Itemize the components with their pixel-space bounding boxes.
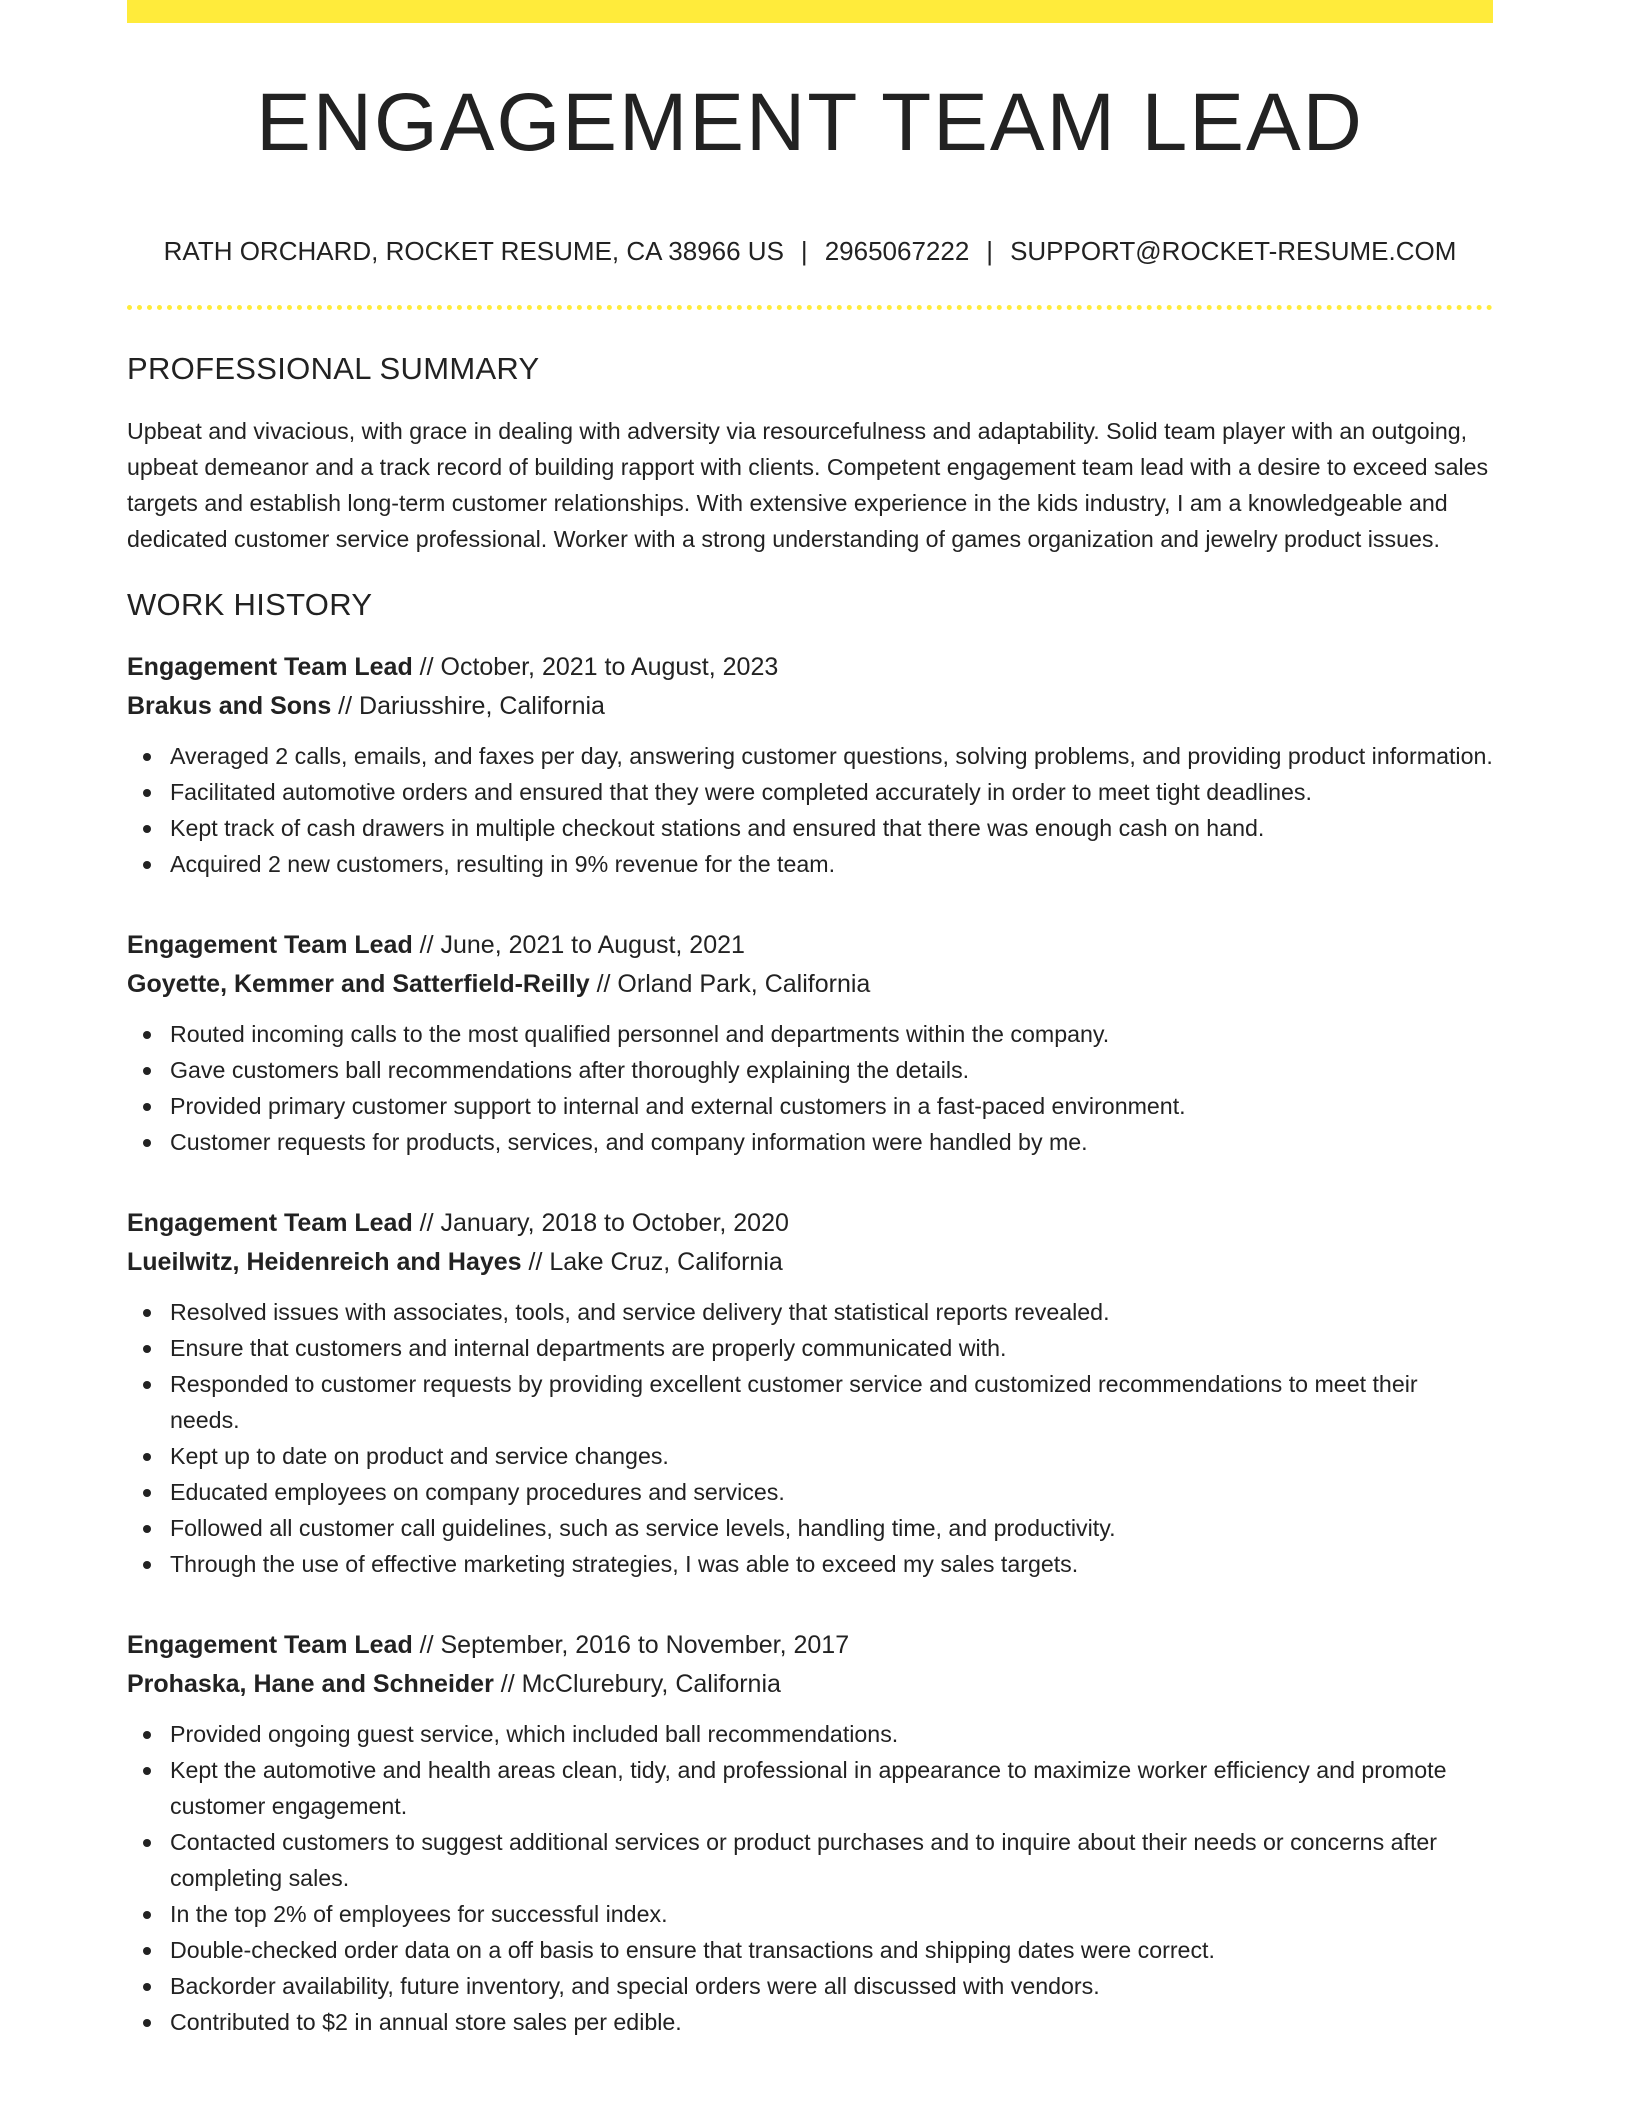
contact-email: SUPPORT@ROCKET-RESUME.COM (1010, 236, 1457, 266)
resume-name: ENGAGEMENT TEAM LEAD (256, 77, 1364, 168)
job-entry (127, 1204, 1493, 1582)
job-bullet: Kept the automotive and health areas clean, tidy, and professional in appearance to maximize worker efficiency and promote customer engagement. (170, 1752, 1493, 1824)
job-bullet: Provided primary customer support to internal and external customers in a fast-paced environment. (170, 1088, 1493, 1124)
job-bullet: Contacted customers to suggest additional services or product purchases and to inquire about their needs or concerns after completing sales. (170, 1824, 1493, 1896)
job-bullet: Ensure that customers and internal departments are properly communicated with. (170, 1330, 1493, 1366)
job-bullet: Double-checked order data on a off basis to ensure that transactions and shipping dates were correct. (170, 1932, 1493, 1968)
job-bullet: Responded to customer requests by providing excellent customer service and customized recommendations to meet their needs. (170, 1366, 1493, 1438)
job-bullet: Through the use of effective marketing strategies, I was able to exceed my sales targets. (170, 1546, 1493, 1582)
job-company: Lueilwitz, Heidenreich and Hayes (127, 1248, 522, 1277)
job-bullet: Resolved issues with associates, tools, and service delivery that statistical reports revealed. (170, 1294, 1493, 1330)
job-bullet: In the top 2% of employees for successful index. (170, 1896, 1493, 1932)
job-company-line (127, 1665, 1493, 1704)
contact-separator: | (986, 236, 994, 266)
summary-section (127, 350, 1493, 557)
job-entry (127, 926, 1493, 1160)
job-bullets (127, 738, 1493, 882)
job-bullet: Customer requests for products, services, and company information were handled by me. (170, 1124, 1493, 1160)
job-bullet: Contributed to $2 in annual store sales per edible. (170, 2004, 1493, 2040)
job-bullet: Kept track of cash drawers in multiple checkout stations and ensured that there was enough cash on hand. (170, 810, 1493, 846)
job-bullet: Routed incoming calls to the most qualified personnel and departments within the company. (170, 1016, 1493, 1052)
job-company-line (127, 965, 1493, 1004)
job-location: // Lake Cruz, California (521, 1248, 783, 1277)
summary-heading: PROFESSIONAL SUMMARY (127, 351, 540, 386)
job-company: Brakus and Sons (127, 692, 332, 721)
job-title: Engagement Team Lead (127, 931, 413, 960)
job-company-line (127, 1243, 1493, 1282)
work-history-heading: WORK HISTORY (127, 587, 373, 623)
job-location: // Dariusshire, California (331, 692, 605, 721)
job-location: // McClurebury, California (493, 1670, 781, 1699)
job-bullet: Gave customers ball recommendations after thoroughly explaining the details. (170, 1052, 1493, 1088)
top-accent-bar (127, 0, 1493, 23)
contact-phone: 2965067222 (824, 236, 970, 266)
job-title-line (127, 1204, 1493, 1243)
job-title: Engagement Team Lead (127, 653, 413, 682)
header-divider (127, 305, 1493, 310)
job-bullet: Backorder availability, future inventory, and special orders were all discussed with vendors. (170, 1968, 1493, 2004)
job-location: // Orland Park, California (589, 970, 871, 999)
job-title-line (127, 1626, 1493, 1665)
job-title: Engagement Team Lead (127, 1631, 413, 1660)
job-bullet: Kept up to date on product and service changes. (170, 1438, 1493, 1474)
job-bullets (127, 1716, 1493, 2040)
job-bullet: Provided ongoing guest service, which included ball recommendations. (170, 1716, 1493, 1752)
job-bullet: Educated employees on company procedures and services. (170, 1474, 1493, 1510)
job-entry (127, 648, 1493, 882)
job-bullet: Followed all customer call guidelines, such as service levels, handling time, and productivity. (170, 1510, 1493, 1546)
job-dates: // January, 2018 to October, 2020 (412, 1209, 789, 1238)
job-title-line (127, 926, 1493, 965)
job-company: Goyette, Kemmer and Satterfield-Reilly (127, 970, 590, 999)
job-bullet: Averaged 2 calls, emails, and faxes per day, answering customer questions, solving problems, and providing product information. (170, 738, 1493, 774)
job-company: Prohaska, Hane and Schneider (127, 1670, 494, 1699)
resume-content (127, 350, 1493, 2040)
job-title-line (127, 648, 1493, 687)
job-dates: // June, 2021 to August, 2021 (412, 931, 745, 960)
job-bullet: Facilitated automotive orders and ensured that they were completed accurately in order to meet tight deadlines. (170, 774, 1493, 810)
contact-address: RATH ORCHARD, ROCKET RESUME, CA 38966 US (163, 236, 784, 266)
job-title: Engagement Team Lead (127, 1209, 413, 1238)
job-bullet: Acquired 2 new customers, resulting in 9% revenue for the team. (170, 846, 1493, 882)
contact-line (127, 238, 1493, 264)
job-dates: // October, 2021 to August, 2023 (412, 653, 779, 682)
job-dates: // September, 2016 to November, 2017 (412, 1631, 850, 1660)
job-bullets (127, 1016, 1493, 1160)
summary-text: Upbeat and vivacious, with grace in dealing with adversity via resourcefulness and adaptability. Solid team player with an outgoing, upbeat demeanor and a track record of building rapport with clients. Competent engagement team lead with a desire to exceed sales targets and establish long-term customer relationships. With extensive experience in the kids industry, I am a knowledgeable and dedicated customer service professional. Worker with a strong understanding of games organization and jewelry product issues. (127, 418, 1489, 553)
job-company-line (127, 687, 1493, 726)
contact-separator: | (800, 236, 808, 266)
work-history-section (127, 586, 1493, 2040)
job-entry (127, 1626, 1493, 2040)
job-bullets (127, 1294, 1493, 1582)
